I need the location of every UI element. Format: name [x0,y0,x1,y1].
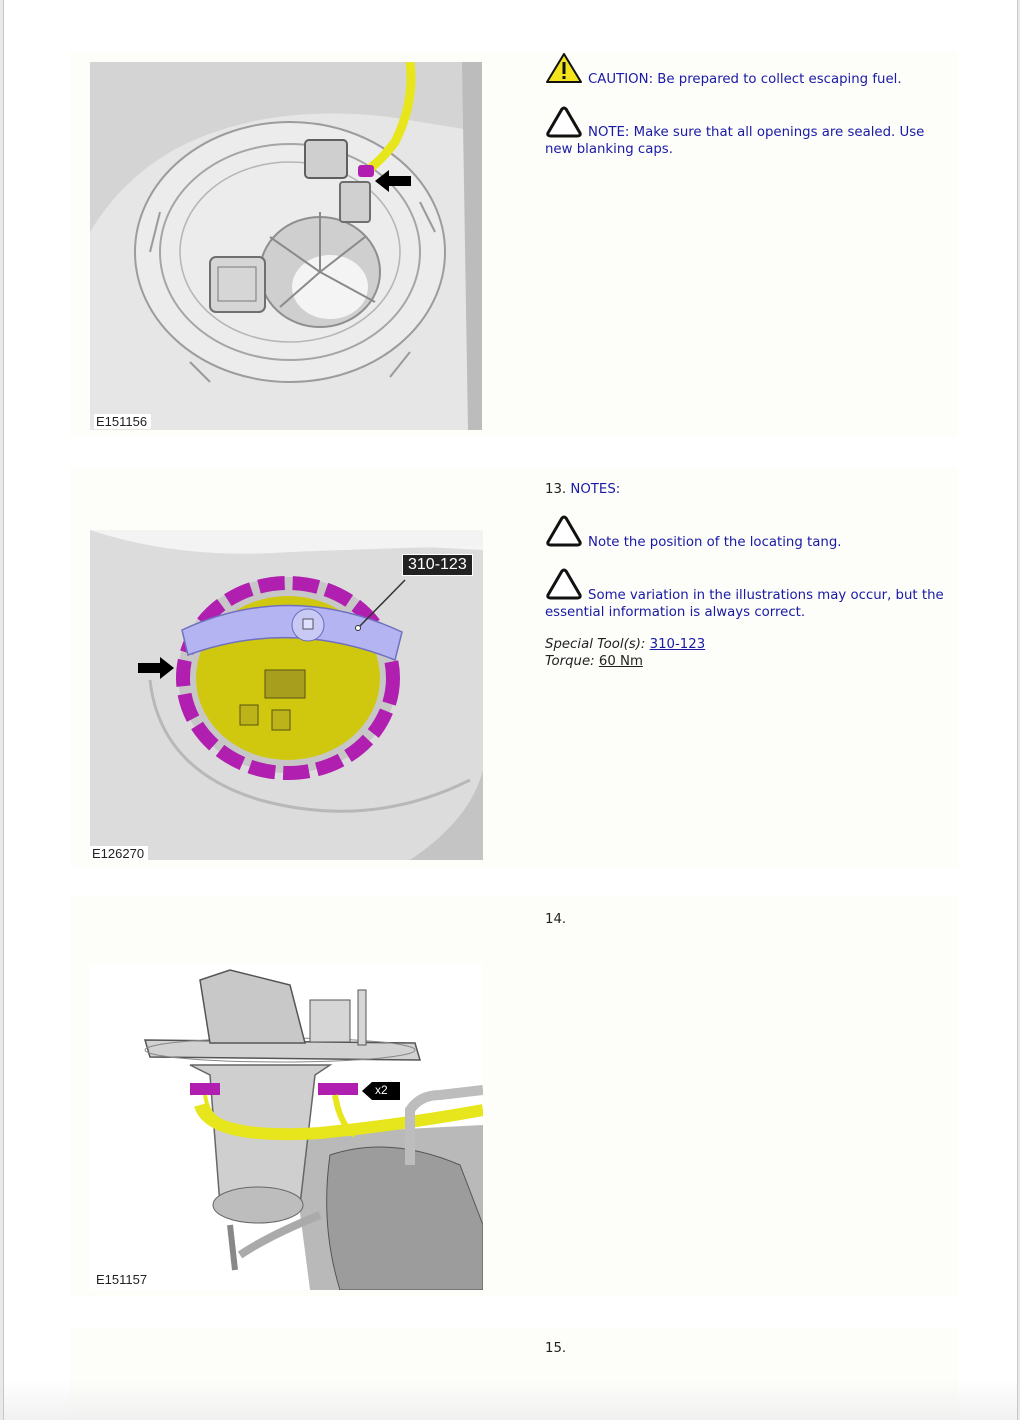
special-tool-line [545,636,705,653]
arrow-icon [375,170,411,192]
caution-text: CAUTION: Be prepared to collect escaping fuel. [588,72,902,87]
figure-id-label: E151156 [94,414,151,429]
step-heading-13 [545,481,620,498]
special-tool-link[interactable]: 310-123 [649,637,706,652]
note-variation [545,587,945,621]
figure-e126270 [90,530,483,860]
document-page [3,0,1018,1420]
quantity-callout-label: x2 [375,1083,388,1097]
note-locating-tang: Note the position of the locating tang. [588,535,842,550]
torque-label: Torque: [545,654,595,669]
warning-triangle-icon [545,52,583,84]
figure-e151156 [90,62,482,430]
torque-value[interactable]: 60 Nm [598,654,643,669]
step-number-15: 15. [545,1341,567,1356]
step-number: 13. [545,482,567,497]
page-bottom-shadow [4,1380,1017,1420]
fuel-pump-illustration [90,62,482,430]
step-number-14: 14. [545,912,567,927]
torque-line [545,653,643,670]
figure-id-label: E151157 [94,1272,151,1287]
lock-ring-tool-illustration [90,530,483,860]
note-text-content: NOTE: Make sure that all openings are sealed. Use new blanking caps. [545,125,925,157]
figure-id-label: E126270 [90,846,148,860]
figure-e151157 [90,965,483,1290]
arrow-icon [138,657,174,679]
note-triangle-icon [545,515,583,547]
note-variation-content: Some variation in the illustrations may occur, but the essential information is always correct. [545,588,944,620]
quantity-callout [362,1082,400,1100]
tool-callout-label: 310-123 [402,554,473,576]
notes-heading: NOTES: [570,482,621,497]
special-tool-label: Special Tool(s): [545,637,646,652]
note-text [545,124,945,158]
fuel-pump-module-illustration [90,965,483,1290]
